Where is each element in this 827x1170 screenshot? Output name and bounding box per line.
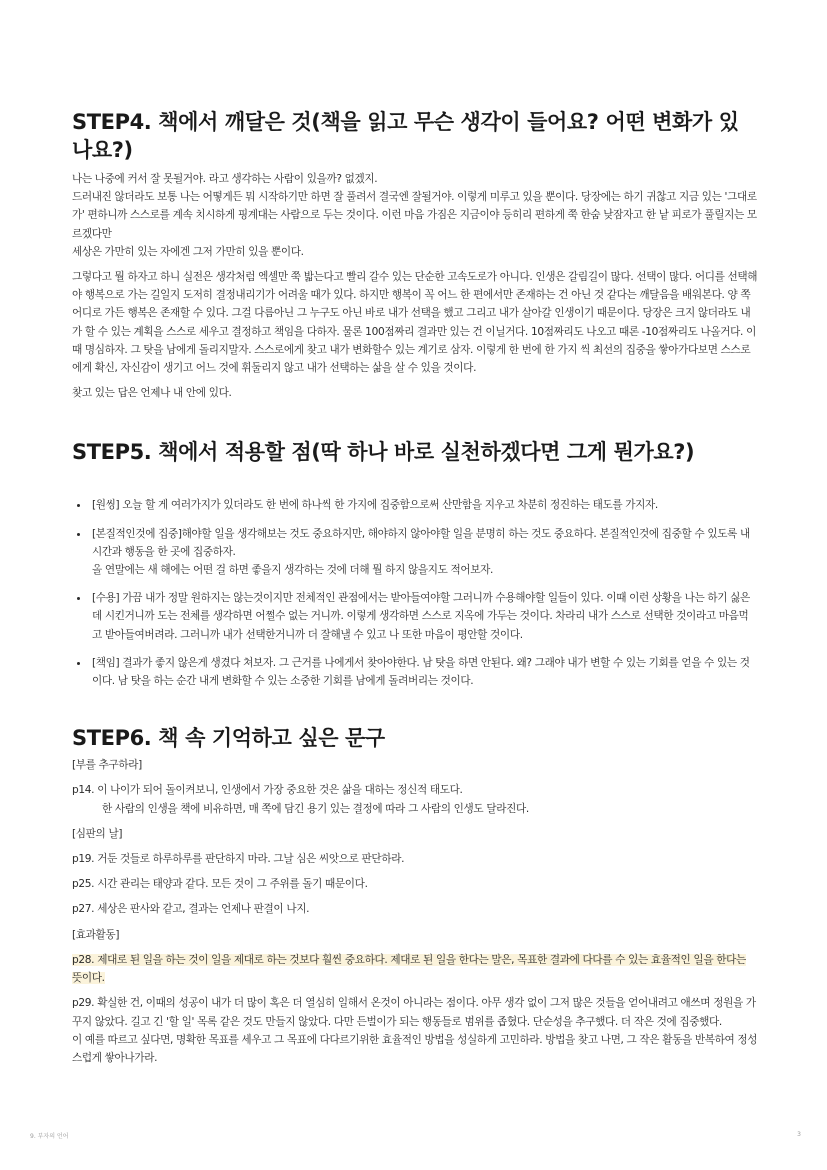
highlight-mark: p28. 제대로 된 일을 하는 것이 일을 제대로 하는 것보다 훨씬 중요하다. 제대로 된 일을 한다는 말은, 목표한 결과에 다다를 수 있는 효율적인 일을 한다는 뜻이다. [72, 953, 746, 985]
list-item-text: 올 연말에는 새 해에는 어떤 걸 하면 좋을지 생각하는 것에 더해 뭘 하지 않을지도 적어보자. [92, 564, 494, 577]
quote-continuation: 한 사람의 인생을 책에 비유하면, 매 쪽에 담긴 용기 있는 결정에 따라 그 사람의 인생도 달라진다. [102, 802, 529, 815]
step4-paragraph-2: 드러내진 않더라도 보통 나는 어떻게든 뭐 시작하기만 하면 잘 풀려서 결국엔 잘될거야. 이렇게 미루고 있을 뿐이다. 당장에는 하기 귀찮고 지금 있는 '그대로가' 편하니까 스스로를 계속 치시하게 핑계대는 사람으로 두는 것이다. 이런 마음 가짐은 지금이야 등히리 편하게 쭉 한숨 낮잠자고 한 낱 피로가 풀릴지는 모르겠다만 [72, 191, 757, 240]
quote: p19. 거둔 것들로 하루하루를 판단하지 마라. 그날 심은 씨앗으로 판단하라. [72, 853, 405, 866]
step5-heading: STEP5. 책에서 적용할 점(딱 하나 바로 실천하겠다면 그게 뭔가요?) [72, 440, 695, 465]
footer-title: 9. 부자의 언어 [30, 1133, 69, 1140]
list-item [90, 654, 758, 690]
list-item [90, 525, 758, 580]
quote: 이 예를 따르고 싶다면, 명확한 목표를 세우고 그 목표에 다다르기위한 효율적인 방법을 성실하게 고민하라. 방법을 찾고 나면, 그 작은 활동을 반복하여 정성스럽게 쌓아나가라. [72, 1033, 758, 1064]
step4-heading: STEP4. 책에서 깨달은 것(책을 읽고 무슨 생각이 들어요? 어떤 변화가 있나요?) [72, 110, 739, 162]
document-page [72, 108, 758, 1067]
page-number: 3 [797, 1131, 801, 1138]
step4-paragraph-3: 세상은 가만히 있는 자에겐 그저 가만히 있을 뿐이다. [72, 245, 304, 258]
quote: p29. 확실한 건, 이때의 성공이 내가 더 많이 혹은 더 열심히 일해서 온것이 아니라는 점이다. 아무 생각 없이 그저 많은 것들을 얻어내려고 애쓰며 정원을 가꾸지 않았다. 길고 긴 '할 일' 목록 같은 것도 만들지 않았다. 다만 든벌이가 되는 행동들로 범위를 좁혔다. 단순성을 추구했다. 더 작은 것에 집중했다. [72, 997, 756, 1028]
list-item [90, 496, 758, 514]
list-item-text: [본질적인것에 집중]해야할 일을 생각해보는 것도 중요하지만, 해야하지 않아야할 일을 분명히 하는 것도 중요하다. 본질적인것에 집중할 수 있도록 내 시간과 행동을 한 곳에 집중하자. [92, 527, 750, 558]
list-item-text: [원씽] 오늘 할 게 여러가지가 있더라도 한 번에 하나씩 한 가지에 집중함으로써 산만함을 지우고 차분히 정진하는 태도를 가지자. [92, 499, 658, 512]
list-item-text: [수용] 가끔 내가 정말 원하지는 않는것이지만 전체적인 관점에서는 받아들여야할 그러니까 수용해야할 일들이 있다. 이때 이런 상황을 나는 하기 싫은데 시킨거니까 도는 전체를 생각하면 어쩔수 없는 거니까. 이렇게 생각하면 스스로 지옥에 가두는 것이다. 차라리 내가 스스로 선택한 것이라고 마음먹고 받아들여버려라. 그러니까 내가 선택한거니까 더 잘해낼 수 있고 나 또한 마음이 평안할 것이다. [92, 592, 750, 641]
step4-paragraph-1: 나는 나중에 커서 잘 못될거야. 라고 생각하는 사람이 있을까? 없겠지. [72, 173, 378, 185]
step4-paragraph-5: 찾고 있는 답은 언제나 내 안에 있다. [72, 387, 232, 400]
section-label: [효과활동] [72, 928, 120, 941]
list-item [90, 589, 758, 644]
quote: p14. 이 나이가 되어 돌이켜보니, 인생에서 가장 중요한 것은 삶을 대하는 정신적 태도다. [72, 784, 463, 797]
quote: p25. 시간 관리는 태양과 같다. 모든 것이 그 주위를 돌기 때문이다. [72, 878, 368, 891]
highlighted-quote [72, 951, 758, 987]
step4-paragraph-4: 그렇다고 뭘 하자고 하니 실전은 생각처럼 엑셀만 쭉 밟는다고 빨리 갈수 있는 단순한 고속도로가 아니다. 인생은 갈림길이 많다. 선택이 많다. 어디를 선택해야 행복으로 가는 길일지 도저히 결정내리기가 어려울 때가 있다. 하지만 행복이 꼭 어느 한 편에서만 존재하는 건 아닌 것 같다는 깨달음을 배워본다. 양 쪽 어디로 가든 행복은 존재할 수 있다. 그걸 다름아닌 그 누구도 아닌 바로 내가 선택을 했고 그리고 내가 살아갈 인생이기 때문이다. 당장은 크지 않더라도 내가 할 수 있는 계획을 스스로 세우고 결정하고 책임을 다하자. 물론 100점짜리 결과만 있는 건 이닐거다. 10점짜리도 나오고 때론 -10점짜리도 나올거다. 이때 명심하자. 그 탓을 남에게 돌리지말자. 스스로에게 찾고 내가 변화할수 있는 계기로 삼자. 이렇게 한 번에 한 가지 씩 최선의 집중을 쌓아가다보면 스스로에게 확신, 자신감이 생기고 어느 것에 휘둘리지 않고 내가 선택하는 삶을 살 수 있을 것이다. [72, 271, 758, 375]
step6-heading: STEP6. 책 속 기억하고 싶은 문구 [72, 726, 385, 751]
section-label: [심판의 날] [72, 827, 123, 840]
list-item-text: [책임] 결과가 좋지 않은게 생겼다 쳐보자. 그 근거를 나에게서 찾아야한다. 남 탓을 하면 안된다. 왜? 그래야 내가 변할 수 있는 기회를 얻을 수 있는 것이다. 남 탓을 하는 순간 내게 변화할 수 있는 소중한 기회를 남에게 돌려버리는 것이다. [92, 656, 750, 688]
step5-bullet-list [72, 496, 758, 690]
quote: p27. 세상은 판사와 같고, 결과는 언제나 판결이 나지. [72, 903, 310, 916]
section-label: [부를 추구하라] [72, 759, 142, 772]
